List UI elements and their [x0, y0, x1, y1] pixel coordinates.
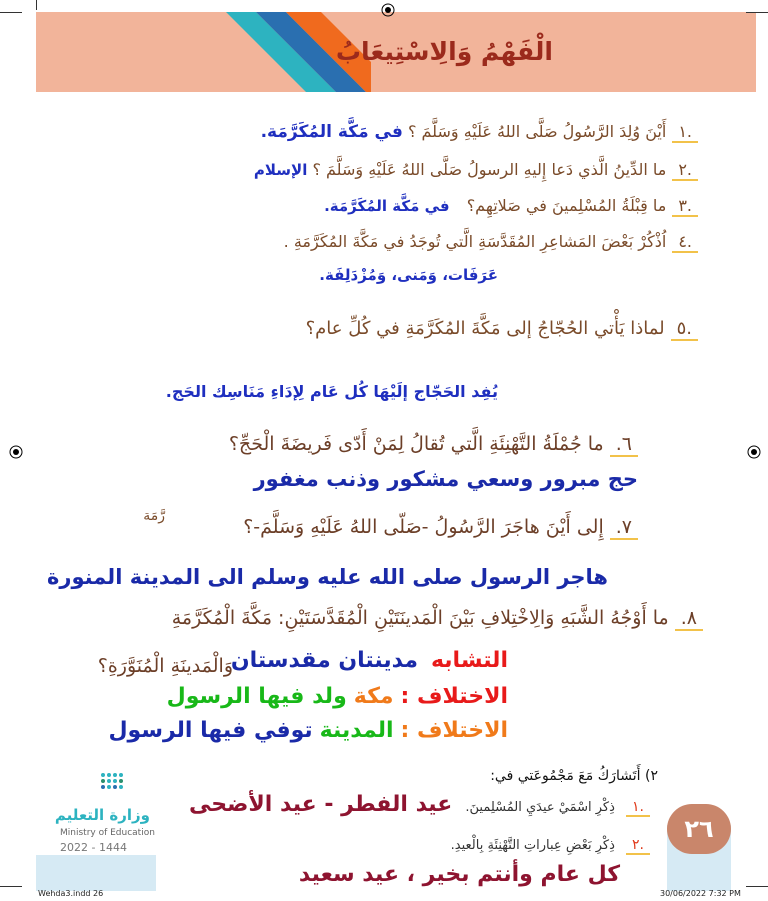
crop-mark	[746, 12, 768, 13]
answer-6: حج مبرور وسعي مشكور وذنب مغفور	[253, 467, 638, 491]
footer-filename: Wehda3.indd 26	[38, 889, 104, 898]
activity-answer-2: كل عام وأنتم بخير ، عيد سعيد	[298, 862, 620, 887]
similarity-row: التشابه مدينتان مقدستان	[230, 648, 508, 673]
stray-text: رَّمَة	[143, 508, 165, 524]
answer-3: في مَكَّة المُكَرَّمَة.	[324, 197, 450, 215]
question-8: ٨.ما أَوْجُهُ الشَّبَهِ وَالِاخْتِلافِ بَيْنَ الْمَدينَتَيْنِ الْمُقَدَّسَتَيْنِ: مَكَّةَ الْمُكَرَّمَةِ	[172, 607, 703, 631]
question-5: .٥لماذا يَأْتي الحُجّاجُ إلى مَكَّةَ المُكَرَّمَةِ في كُلِّ عام؟	[306, 318, 698, 341]
question-3: .٣ما قِبْلَةُ المُسْلِمينَ في صَلاتِهِم؟ في مَكَّة المُكَرَّمَة.	[324, 196, 698, 217]
difference-row-2: الاختلاف : المدينة توفي فيها الرسول	[108, 718, 508, 743]
registration-mark-icon	[6, 442, 26, 462]
footer-timestamp: 30/06/2022 7:32 PM	[660, 889, 741, 898]
registration-mark-icon	[378, 0, 398, 20]
page-number: ٢٦	[667, 804, 731, 854]
question-8-line2: وَالْمَدينَةِ الْمُنَوَّرَةِ؟	[97, 655, 233, 677]
activity-item-1: .١ ذِكْرِ اسْمَيْ عيدَيِ المُسْلِمينَ. عيد الفطر - عيد الأضحى	[189, 792, 650, 817]
answer-5: يُفِد الحَجّاج إلَيْهَا كُل عَام لِإدَاءِ مَنَاسِك الحَج.	[165, 382, 498, 401]
crop-mark	[746, 886, 768, 887]
question-2: .٢ما الدِّينُ الَّذي دَعا إِليهِ الرسولُ صَلَّى اللهُ عَلَيْهِ وَسَلَّمَ ؟ الإسلام	[254, 160, 698, 181]
activity-item-2: .٢ ذِكْرِ بَعْضِ عِباراتِ التَّهْنِئَةِ بِالْعيدِ.	[451, 834, 650, 855]
question-7: ٧.إِلى أَيْنَ هاجَرَ الرَّسُولُ -صَلّى اللهُ عَلَيْهِ وَسَلَّمَ-؟	[243, 516, 638, 540]
crop-mark	[0, 12, 22, 13]
activity-answer-1: عيد الفطر - عيد الأضحى	[189, 792, 453, 817]
corner-panel	[36, 855, 156, 891]
ministry-name-en: Ministry of Education	[60, 828, 155, 838]
ministry-logo-icon	[100, 772, 140, 790]
crop-mark	[36, 0, 37, 10]
crop-mark	[0, 886, 22, 887]
answer-2: الإسلام	[253, 161, 308, 179]
registration-mark-icon	[744, 442, 764, 462]
answer-4: عَرَفَات، وَمَنى، وَمُزْدَلِفَة.	[319, 266, 498, 284]
difference-row-1: الاختلاف : مكة ولد فيها الرسول	[166, 684, 508, 709]
question-4: .٤اُذْكُرْ بَعْضَ المَشاعِرِ المُقَدَّسَةِ الَّتي تُوجَدُ في مَكَّةَ المُكَرَّمَةِ .	[284, 232, 698, 253]
page-title: الْفَهْمُ وَالِاسْتِيعَابُ	[335, 37, 553, 66]
activity-heading: ٢) أَتَشارَكُ مَعَ مَجْمُوعَتي في:	[490, 768, 658, 784]
ministry-years: 2022 - 1444	[60, 841, 127, 854]
answer-7: هاجر الرسول صلى الله عليه وسلم الى المدينة المنورة	[47, 565, 608, 589]
ministry-name-ar: وزارة التعليم	[54, 806, 150, 824]
answer-1: في مَكَّة المُكَرَّمَة.	[260, 122, 403, 142]
question-1: .١أَيْنَ وُلِدَ الرَّسُولُ صَلَّى اللهُ عَلَيْهِ وَسَلَّمَ ؟ في مَكَّة المُكَرَّمَة.	[261, 122, 698, 143]
question-6: ٦.ما جُمْلَةُ التَّهْنِئَةِ الَّتي تُقالُ لِمَنْ أَدّى فَريضَةَ الْحَجِّ؟	[229, 433, 638, 457]
